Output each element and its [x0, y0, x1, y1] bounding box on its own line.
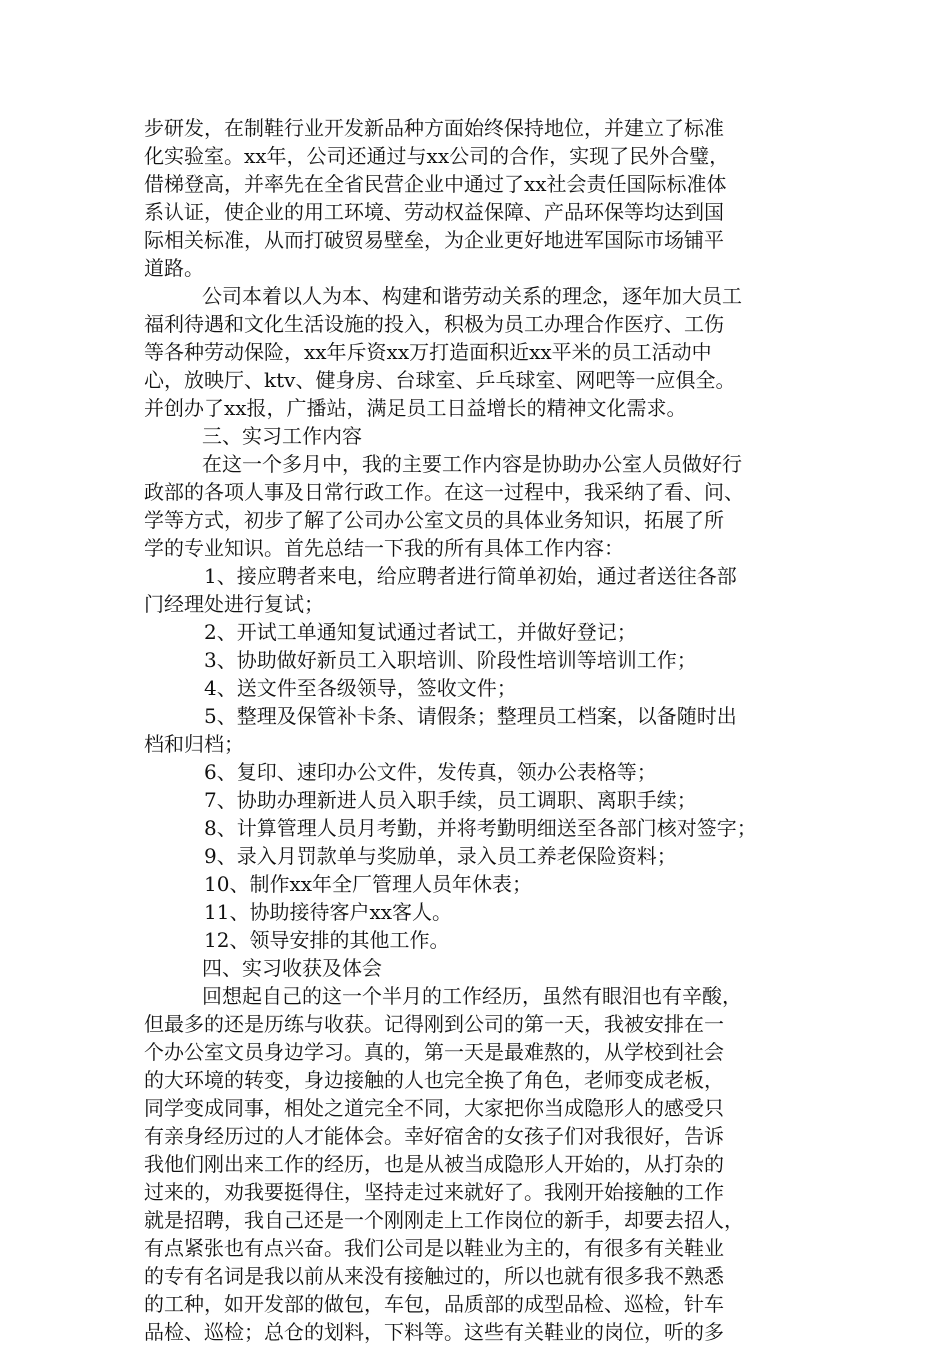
list-item: 11、协助接待客户xx客人。 [204, 900, 453, 924]
list-item: 10、制作xx年全厂管理人员年休表； [204, 872, 533, 896]
list-item: 3、协助做好新员工入职培训、阶段性培训等培训工作； [204, 648, 697, 672]
text-line: 际相关标准，从而打破贸易壁垒，为企业更好地进军国际市场铺平 [144, 228, 724, 252]
document-body [144, 114, 824, 1346]
text-line: 系认证，使企业的用工环境、劳动权益保障、产品环保等均达到国 [144, 200, 724, 224]
text-line: 道路。 [144, 256, 204, 280]
list-item: 1、接应聘者来电，给应聘者进行简单初始，通过者送往各部 [204, 564, 737, 588]
text-line: 我他们刚出来工作的经历，也是从被当成隐形人开始的，从打杂的 [144, 1152, 724, 1176]
section-heading: 三、实习工作内容 [202, 424, 362, 448]
text-line: 就是招聘，我自己还是一个刚刚走上工作岗位的新手，却要去招人， [144, 1208, 744, 1232]
text-line: 有亲身经历过的人才能体会。幸好宿舍的女孩子们对我很好，告诉 [144, 1124, 724, 1148]
list-item: 7、协助办理新进人员入职手续，员工调职、离职手续； [204, 788, 697, 812]
text-line: 福利待遇和文化生活设施的投入，积极为员工办理合作医疗、工伤 [144, 312, 724, 336]
text-line: 政部的各项人事及日常行政工作。在这一过程中，我采纳了看、问、 [144, 480, 744, 504]
paragraph-start: 回想起自己的这一个半月的工作经历，虽然有眼泪也有辛酸， [202, 984, 742, 1008]
paragraph-start: 公司本着以人为本、构建和谐劳动关系的理念，逐年加大员工 [202, 284, 742, 308]
text-line: 借梯登高，并率先在全省民营企业中通过了xx社会责任国际标准体 [144, 172, 727, 196]
list-item: 8、计算管理人员月考勤，并将考勤明细送至各部门核对签字； [204, 816, 757, 840]
text-line: 步研发，在制鞋行业开发新品种方面始终保持地位，并建立了标准 [144, 116, 724, 140]
text-line: 化实验室。xx年，公司还通过与xx公司的合作，实现了民外合璧， [144, 144, 730, 168]
text-line: 同学变成同事，相处之道完全不同，大家把你当成隐形人的感受只 [144, 1096, 724, 1120]
text-line: 等各种劳动保险，xx年斥资xx万打造面积近xx平米的员工活动中 [144, 340, 712, 364]
text-line: 个办公室文员身边学习。真的，第一天是最难熬的，从学校到社会 [144, 1040, 724, 1064]
text-line: 档和归档； [144, 732, 244, 756]
section-heading: 四、实习收获及体会 [202, 956, 382, 980]
text-line: 学等方式，初步了解了公司办公室文员的具体业务知识，拓展了所 [144, 508, 724, 532]
text-line: 的工种，如开发部的做包，车包，品质部的成型品检、巡检，针车 [144, 1292, 724, 1316]
text-line: 学的专业知识。首先总结一下我的所有具体工作内容： [144, 536, 624, 560]
text-line: 心，放映厅、ktv、健身房、台球室、乒乓球室、网吧等一应俱全。 [144, 368, 736, 392]
list-item: 2、开试工单通知复试通过者试工，并做好登记； [204, 620, 637, 644]
text-line: 的专有名词是我以前从来没有接触过的，所以也就有很多我不熟悉 [144, 1264, 724, 1288]
text-line: 的大环境的转变，身边接触的人也完全换了角色，老师变成老板， [144, 1068, 724, 1092]
list-item: 6、复印、速印办公文件，发传真，领办公表格等； [204, 760, 657, 784]
text-line: 有点紧张也有点兴奋。我们公司是以鞋业为主的，有很多有关鞋业 [144, 1236, 724, 1260]
list-item: 5、整理及保管补卡条、请假条；整理员工档案，以备随时出 [204, 704, 737, 728]
text-line: 并创办了xx报，广播站，满足员工日益增长的精神文化需求。 [144, 396, 687, 420]
text-line: 品检、巡检；总仓的划料，下料等。这些有关鞋业的岗位，听的多 [144, 1320, 724, 1344]
text-line: 过来的，劝我要挺得住，坚持走过来就好了。我刚开始接触的工作 [144, 1180, 724, 1204]
paragraph-start: 在这一个多月中，我的主要工作内容是协助办公室人员做好行 [202, 452, 742, 476]
list-item: 9、录入月罚款单与奖励单，录入员工养老保险资料； [204, 844, 677, 868]
text-line: 门经理处进行复试； [144, 592, 324, 616]
list-item: 12、领导安排的其他工作。 [204, 928, 450, 952]
list-item: 4、送文件至各级领导，签收文件； [204, 676, 517, 700]
text-line: 但最多的还是历练与收获。记得刚到公司的第一天，我被安排在一 [144, 1012, 724, 1036]
